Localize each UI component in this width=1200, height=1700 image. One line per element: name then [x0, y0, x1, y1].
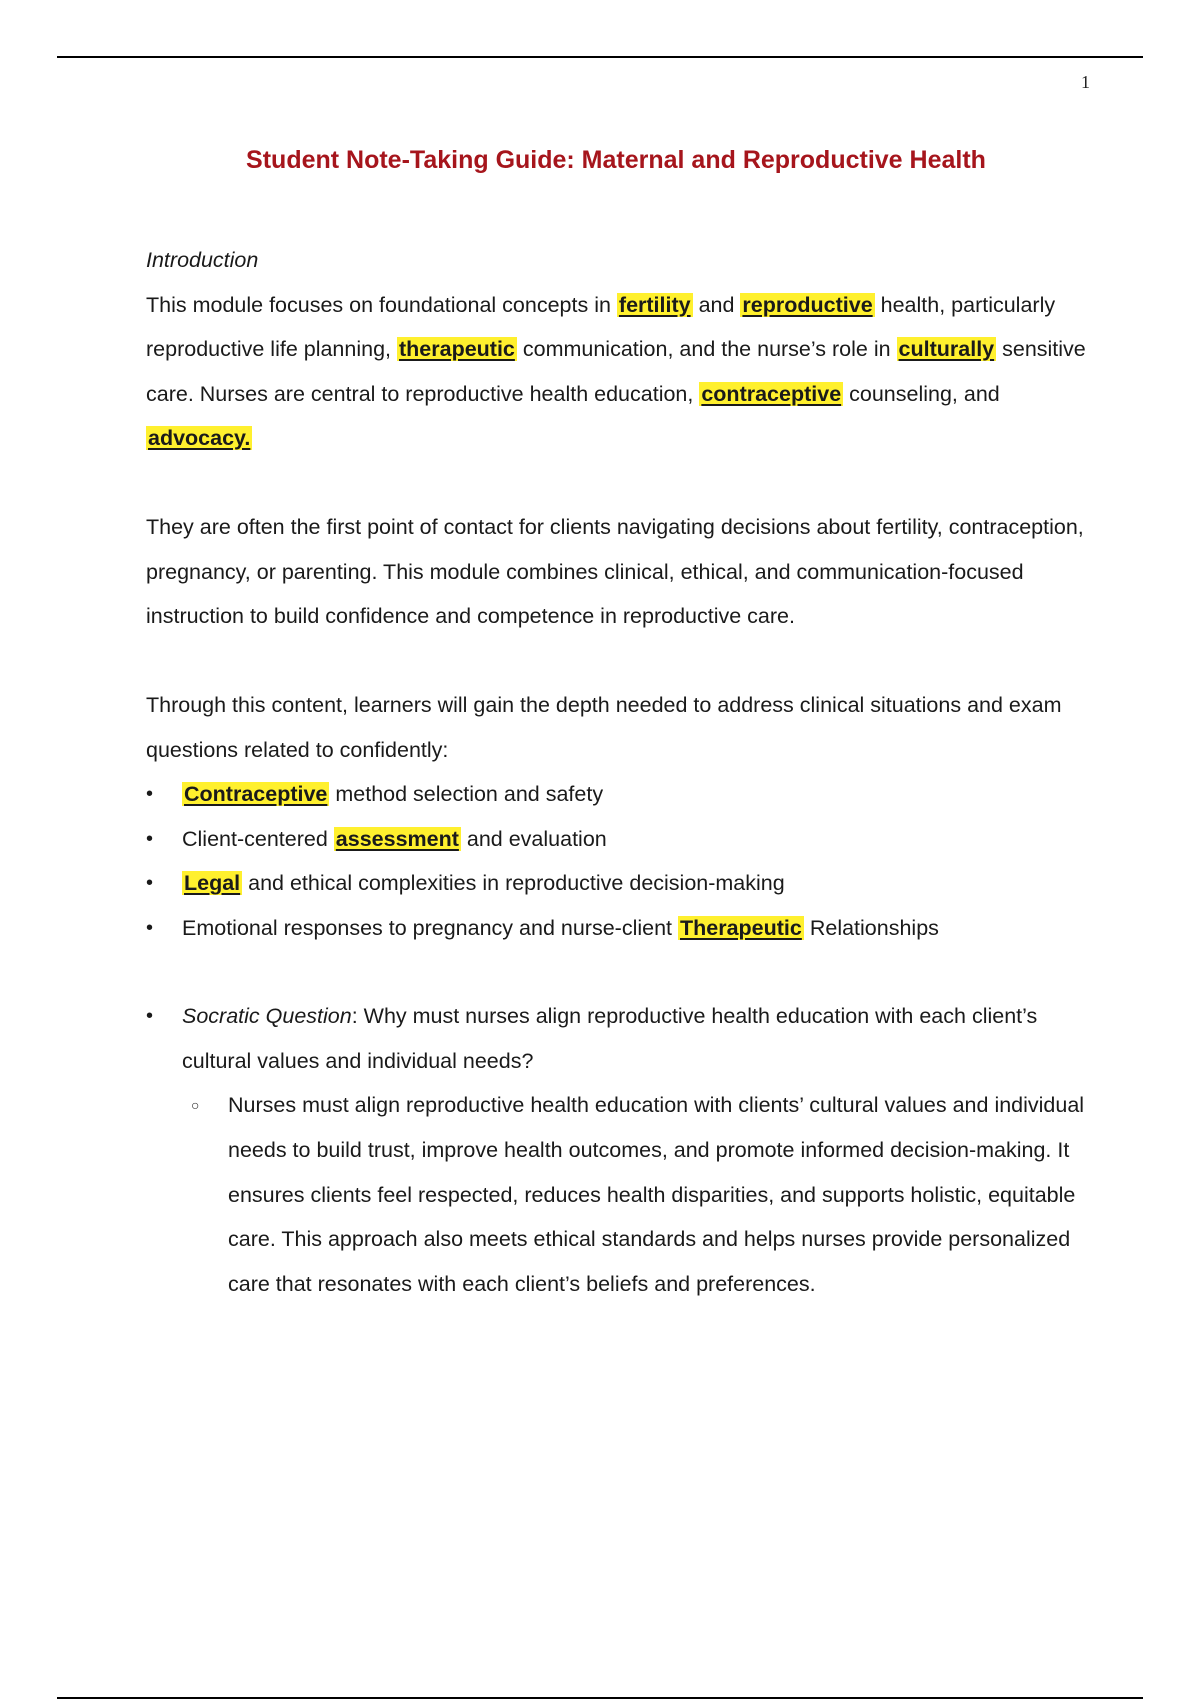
highlight-term: Legal	[184, 871, 241, 895]
socratic-question	[146, 994, 1086, 1083]
list-item	[146, 906, 1086, 951]
highlight-term: Contraceptive	[184, 782, 328, 806]
document-body	[146, 238, 1086, 1307]
highlight-term: assessment	[335, 826, 459, 851]
list-item	[146, 817, 1086, 862]
text-run: and	[692, 292, 741, 317]
page-number: 1	[1081, 72, 1090, 92]
highlight-term: culturally	[898, 337, 995, 361]
socratic-label: Socratic Question	[182, 1004, 352, 1028]
socratic-question-text: : Why must nurses align reproductive health education with each client’s cultural values and individual needs?	[182, 1004, 1038, 1073]
spacer	[146, 639, 1086, 684]
text-run: Client-centered	[182, 826, 334, 851]
highlight-term: reproductive	[742, 292, 873, 317]
topic-list	[146, 772, 1086, 950]
highlight-term: fertility	[618, 292, 691, 317]
socratic-answer: ○ Nurses must align reproductive health education with clients’ cultural values and individual needs to build trust, improve health outcomes, and promote informed decision-making. It ensures clients feel respected, reduces health disparities, and supports holistic, equitable care. This approach also meets ethical standards and helps nurses provide personalized care that resonates with each client’s beliefs and preferences.	[146, 1083, 1086, 1307]
spacer	[146, 950, 1086, 994]
text-run: method selection and safety	[329, 782, 604, 806]
text-run: and ethical complexities in reproductive decision-making	[242, 871, 785, 895]
highlight-term: advocacy.	[148, 426, 251, 450]
intro-paragraph-2: They are often the first point of contact for clients navigating decisions about fertility, contraception, pregnancy, or parenting. This module combines clinical, ethical, and communication-focused instruction to build confidence and competence in reproductive care.	[146, 515, 1084, 628]
text-run: communication, and the nurse’s role in	[516, 337, 897, 361]
text-run: Emotional responses to pregnancy and nurse-client	[182, 915, 678, 940]
top-rule	[57, 56, 1143, 58]
list-item	[146, 772, 1086, 817]
page-title: Student Note-Taking Guide: Maternal and Reproductive Health	[246, 146, 986, 174]
text-run: This module focuses on foundational concepts in	[146, 292, 617, 317]
highlight-term: contraceptive	[701, 381, 842, 406]
text-run: Relationships	[803, 915, 939, 940]
text-run: health, particularly reproductive life planning,	[146, 292, 1056, 361]
text-run: counseling, and	[843, 381, 1000, 406]
text-run: sensitive care. Nurses are central to reproductive health education,	[146, 337, 1086, 406]
list-item	[146, 861, 1086, 906]
text-run: and evaluation	[460, 826, 607, 851]
intro-paragraph-3: Through this content, learners will gain the depth needed to address clinical situations and exam questions related to confidently:	[146, 693, 1062, 762]
intro-paragraph-1	[146, 283, 1086, 461]
highlight-term: therapeutic	[399, 337, 515, 361]
spacer	[146, 461, 1086, 506]
highlight-term: Therapeutic	[679, 915, 802, 940]
section-heading-introduction: Introduction	[146, 248, 259, 272]
bottom-rule	[57, 1697, 1143, 1699]
